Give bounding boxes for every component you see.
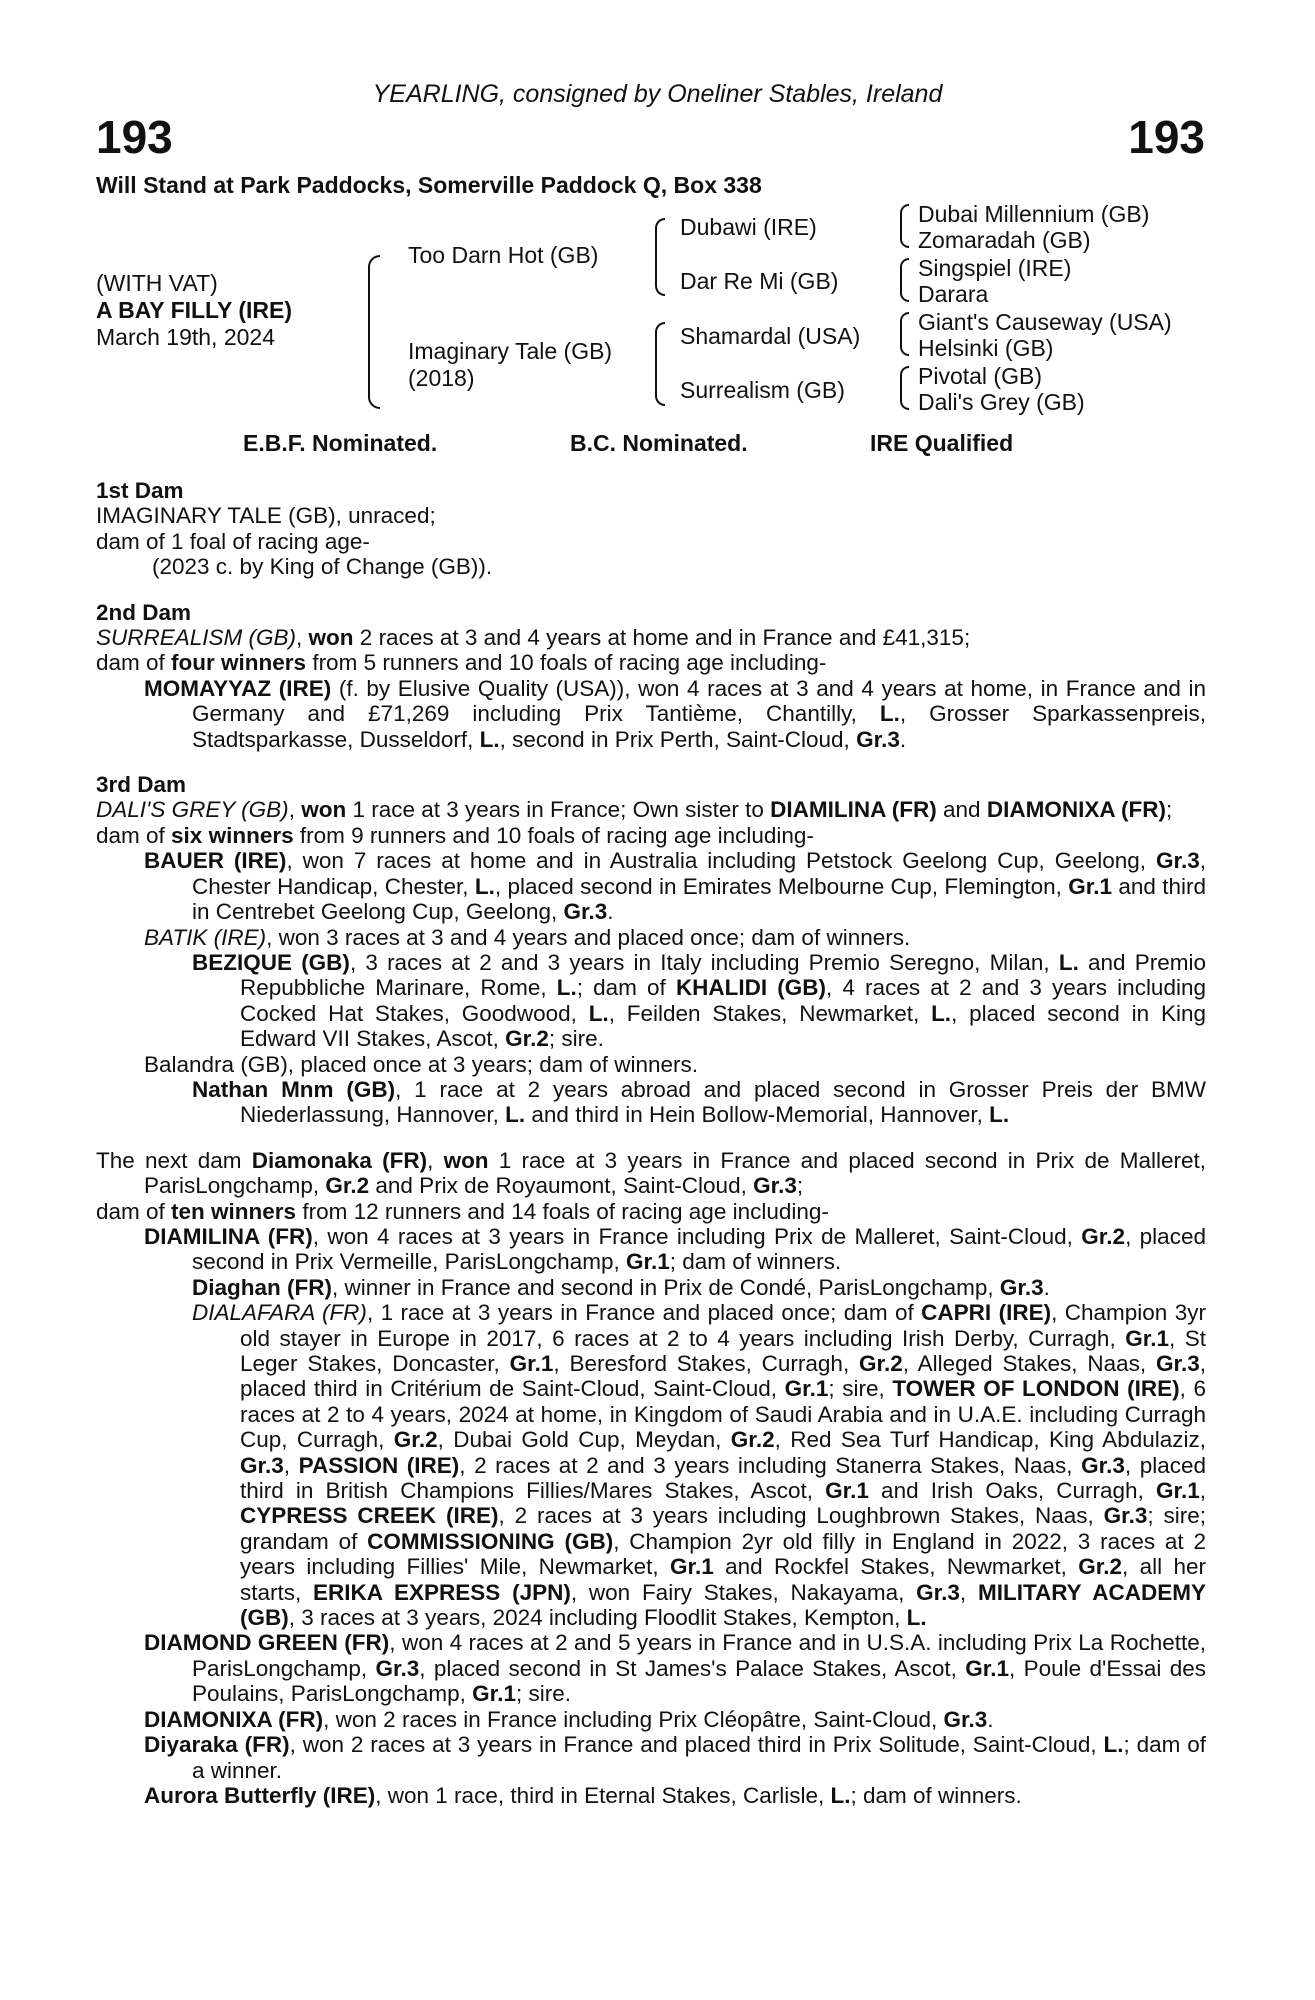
bc-nomination: B.C. Nominated. xyxy=(570,430,748,456)
horse-dob: March 19th, 2024 xyxy=(96,324,276,350)
dam-sire-sire: Giant's Causeway (USA) xyxy=(918,309,1172,335)
first-dam-heading: 1st Dam xyxy=(96,478,184,503)
third-dam-section xyxy=(96,772,1206,1128)
stand-location: Will Stand at Park Paddocks, Somerville Paddock Q, Box 338 xyxy=(96,172,762,198)
first-dam-line: IMAGINARY TALE (GB), unraced; xyxy=(96,503,436,529)
second-dam-section xyxy=(96,600,1206,752)
produce-entry: Diyaraka (FR), won 2 races at 3 years in France and placed third in Prix Solitude, Saint-Cloud, L.; dam of a winner. xyxy=(144,1732,1206,1783)
produce-entry: BAUER (IRE), won 7 races at home and in Australia including Petstock Geelong Cup, Geelong, Gr.3, Chester Handicap, Chester, L., placed second in Emirates Melbourne Cup, Flemington, Gr.1 and third in Centrebet Geelong Cup, Geelong, Gr.3. xyxy=(144,848,1207,925)
next-dam-section xyxy=(96,1148,1206,1809)
sire-parents-brace xyxy=(655,218,665,296)
third-dam-summary: DALI'S GREY (GB), won 1 race at 3 years in France; Own sister to DIAMILINA (FR) and DIAMONIXA (FR); xyxy=(96,797,1173,823)
produce-entry: BEZIQUE (GB), 3 races at 2 and 3 years in Italy including Premio Seregno, Milan, L. and Premio Repubbliche Marinare, Rome, L.; dam of KHALIDI (GB), 4 races at 2 and 3 years including Cocked Hat Stakes, Goodwood, L., Feilden Stakes, Newmarket, L., placed second in King Edward VII Stakes, Ascot, Gr.2; sire. xyxy=(192,949,1207,1052)
lot-number-left: 193 xyxy=(96,111,173,163)
dam-parents-brace xyxy=(655,322,665,406)
ss-brace xyxy=(900,204,909,248)
produce-entry: DIALAFARA (FR), 1 race at 3 years in France and placed once; dam of CAPRI (IRE), Champion 3yr old stayer in Europe in 2017, 6 races at 2 to 4 years including Irish Derby, Curragh, Gr.1, St Leger Stakes, Doncaster, Gr.1, Beresford Stakes, Curragh, Gr.2, Alleged Stakes, Naas, Gr.3, placed third in Critérium de Saint-Cloud, Saint-Cloud, Gr.1; sire, TOWER OF LONDON (IRE), 6 races at 2 to 4 years, 2024 at home, in Kingdom of Saudi Arabia and in U.A.E. including Curragh Cup, Curragh, Gr.2, Dubai Gold Cup, Meydan, Gr.2, Red Sea Turf Handicap, King Abdulaziz, Gr.3, PASSION (IRE), 2 races at 2 and 3 years including Stanerra Stakes, Naas, Gr.3, placed third in British Champions Fillies/Mares Stakes, Ascot, Gr.1 and Irish Oaks, Curragh, Gr.1, CYPRESS CREEK (IRE), 2 races at 3 years including Loughbrown Stakes, Naas, Gr.3; sire; grandam of COMMISSIONING (GB), Champion 2yr old filly in England in 2022, 3 races at 2 years including Fillies' Mile, Newmarket, Gr.1 and Rockfel Stakes, Newmarket, Gr.2, all her starts, ERIKA EXPRESS (JPN), won Fairy Stakes, Nakayama, Gr.3, MILITARY ACADEMY (GB), 3 races at 3 years, 2024 including Floodlit Stakes, Kempton, L. xyxy=(192,1300,1207,1631)
produce-record xyxy=(96,478,1206,1808)
sire-sire-sire: Dubai Millennium (GB) xyxy=(918,201,1150,227)
first-dam-section xyxy=(96,478,1206,580)
vat-note: (WITH VAT) xyxy=(96,270,218,296)
dam: Imaginary Tale (GB) xyxy=(408,338,613,364)
produce-entry: DIAMONIXA (FR), won 2 races in France including Prix Cléopâtre, Saint-Cloud, Gr.3. xyxy=(144,1706,994,1732)
produce-entry: Nathan Mnm (GB), 1 race at 2 years abroad and placed second in Grosser Preis der BMW Niederlassung, Hannover, L. and third in Hein Bollow-Memorial, Hannover, L. xyxy=(192,1076,1206,1128)
catalogue-subtitle: YEARLING, consigned by Oneliner Stables, Ireland xyxy=(372,80,943,108)
third-dam-produce: dam of six winners from 9 runners and 10 foals of racing age including- xyxy=(96,822,814,848)
produce-entry: Balandra (GB), placed once at 3 years; dam of winners. xyxy=(144,1051,699,1077)
second-dam-summary: SURREALISM (GB), won 2 races at 3 and 4 years at home and in France and £41,315; xyxy=(96,625,971,651)
produce-entry: BATIK (IRE), won 3 races at 3 and 4 years and placed once; dam of winners. xyxy=(144,924,911,950)
produce-entry: DIAMOND GREEN (FR), won 4 races at 2 and 5 years in France and in U.S.A. including Prix La Rochette, ParisLongchamp, Gr.3, placed second in St James's Palace Stakes, Ascot, Gr.1, Poule d'Essai des Poulains, ParisLongchamp, Gr.1; sire. xyxy=(144,1630,1207,1707)
sire-sire: Dubawi (IRE) xyxy=(680,214,817,240)
horse-name: A BAY FILLY (IRE) xyxy=(96,297,292,323)
sire-dam-dam: Darara xyxy=(918,281,989,307)
dam-dam-dam: Dali's Grey (GB) xyxy=(918,389,1085,415)
ire-qualified: IRE Qualified xyxy=(870,430,1014,456)
dam-dam: Surrealism (GB) xyxy=(680,377,845,403)
dam-year: (2018) xyxy=(408,365,475,391)
second-dam-heading: 2nd Dam xyxy=(96,599,192,625)
next-dam-produce: dam of ten winners from 12 runners and 14 foals of racing age including- xyxy=(96,1198,829,1224)
produce-entry: Diaghan (FR), winner in France and second in Prix de Condé, ParisLongchamp, Gr.3. xyxy=(192,1274,1050,1300)
sire-dam-sire: Singspiel (IRE) xyxy=(918,255,1072,281)
second-dam-produce: dam of four winners from 5 runners and 10 foals of racing age including- xyxy=(96,650,827,676)
sire-sire-dam: Zomaradah (GB) xyxy=(918,227,1091,253)
produce-entry: DIAMILINA (FR), won 4 races at 3 years in France including Prix de Malleret, Saint-Cloud, Gr.2, placed second in Prix Vermeille, ParisLongchamp, Gr.1; dam of winners. xyxy=(144,1223,1206,1275)
dam-sire-dam: Helsinki (GB) xyxy=(918,335,1054,361)
first-dam-line: (2023 c. by King of Change (GB)). xyxy=(152,554,493,580)
ebf-nomination: E.B.F. Nominated. xyxy=(243,430,438,456)
lot-number-right: 193 xyxy=(1128,111,1205,163)
dd-brace xyxy=(900,366,909,410)
produce-entry: MOMAYYAZ (IRE) (f. by Elusive Quality (USA)), won 4 races at 3 and 4 years at home, in France and in Germany and £71,269 including Prix Tantième, Chantilly, L., Grosser Sparkassenpreis, Stadtsparkasse, Dusseldorf, L., second in Prix Perth, Saint-Cloud, Gr.3. xyxy=(144,675,1207,752)
dam-sire: Shamardal (USA) xyxy=(680,323,861,349)
sire-dam-brace xyxy=(368,255,380,409)
sire-dam: Dar Re Mi (GB) xyxy=(680,268,839,294)
dam-dam-sire: Pivotal (GB) xyxy=(918,363,1042,389)
ds-brace xyxy=(900,312,909,356)
sd-brace xyxy=(900,258,909,302)
first-dam-line: dam of 1 foal of racing age- xyxy=(96,528,370,554)
next-dam-summary: The next dam Diamonaka (FR), won 1 race at 3 years in France and placed second in Prix de Malleret, ParisLongchamp, Gr.2 and Prix de Royaumont, Saint-Cloud, Gr.3; xyxy=(96,1147,1206,1199)
third-dam-heading: 3rd Dam xyxy=(96,772,187,798)
produce-entry: Aurora Butterfly (IRE), won 1 race, third in Eternal Stakes, Carlisle, L.; dam of winners. xyxy=(144,1782,1022,1808)
sire: Too Darn Hot (GB) xyxy=(408,242,599,268)
